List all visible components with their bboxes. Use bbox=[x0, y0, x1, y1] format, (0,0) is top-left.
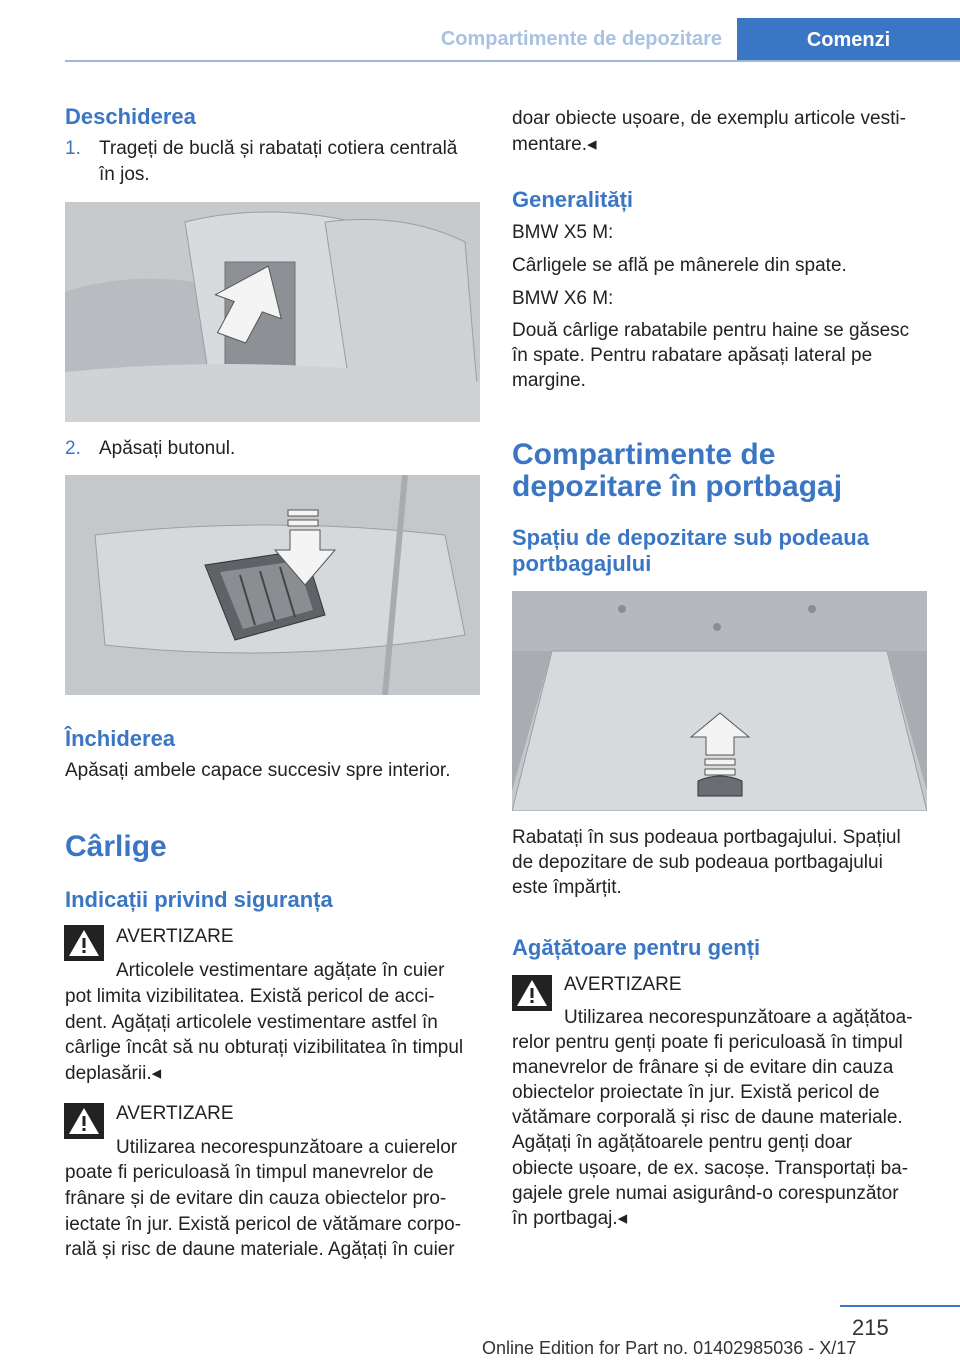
closing-heading: Închiderea bbox=[65, 726, 176, 751]
x6-line-3: margine. bbox=[512, 370, 586, 391]
trunk-heading-line-1: Compartimente de bbox=[512, 438, 776, 471]
step-2-line-1: Apăsați butonul. bbox=[99, 438, 236, 459]
step-1-line-1: Trageți de buclă și rabatați cotiera centrală bbox=[99, 138, 458, 159]
warning-2-line-5: rală și risc de daune materiale. Agățați în cuier bbox=[65, 1239, 455, 1260]
warning-2-line-4: iectate în jur. Există pericol de vătămare corpo- bbox=[65, 1214, 462, 1235]
opening-heading: Deschiderea bbox=[65, 104, 196, 129]
warning-1-line-2: pot limita vizibilitatea. Există pericol de acci- bbox=[65, 986, 435, 1007]
armrest-fold-illustration bbox=[65, 202, 480, 422]
bag-hooks-heading: Agățătoare pentru genți bbox=[512, 935, 761, 960]
armrest-button-illustration bbox=[65, 475, 480, 695]
warning-3-line-3: manevrelor de frânare și de evitare din cauza bbox=[512, 1057, 894, 1078]
continued-line-2: mentare.◂ bbox=[512, 134, 597, 155]
step-1-line-2: în jos. bbox=[99, 164, 150, 185]
warning-3-label: AVERTIZARE bbox=[564, 974, 682, 995]
trunk-heading-line-2: depozitare în portbagaj bbox=[512, 470, 843, 503]
running-header-section: Compartimente de depozitare bbox=[440, 28, 722, 50]
x5-label: BMW X5 M: bbox=[512, 222, 614, 243]
warning-3-line-7: obiecte ușoare, de ex. sacoșe. Transportați ba- bbox=[512, 1158, 909, 1179]
warning-1-line-4: cârlige încât să nu obturați vizibilitatea în timpul bbox=[65, 1037, 464, 1058]
warning-3-line-8: gajele grele numai asigurând-o corespunzător bbox=[512, 1183, 899, 1204]
floor-text-line-2: de depozitare de sub podeaua portbagajului bbox=[512, 852, 883, 873]
running-header-chapter: Comenzi bbox=[737, 18, 960, 62]
general-heading: Generalități bbox=[512, 187, 634, 212]
step-1-number: 1. bbox=[65, 138, 81, 159]
warning-icon bbox=[64, 925, 104, 961]
page-number: 215 bbox=[852, 1315, 889, 1340]
warning-1-line-3: dent. Agățați articolele vestimentare astfel în bbox=[65, 1012, 438, 1033]
warning-3-line-9: în portbagaj.◂ bbox=[512, 1208, 628, 1229]
under-floor-heading-line-2: portbagajului bbox=[512, 551, 652, 576]
x6-line-2: în spate. Pentru rabatare apăsați lateral pe bbox=[512, 345, 873, 366]
warning-3-line-1: Utilizarea necorespunzătoare a agățătoa- bbox=[564, 1007, 913, 1028]
warning-1-label: AVERTIZARE bbox=[116, 926, 234, 947]
safety-heading: Indicații privind siguranța bbox=[65, 887, 333, 912]
warning-1-line-1: Articolele vestimentare agățate în cuier bbox=[116, 960, 445, 981]
warning-3-line-5: vătămare corporală și risc de daune materiale. bbox=[512, 1107, 903, 1128]
step-2-number: 2. bbox=[65, 438, 81, 459]
warning-2-line-1: Utilizarea necorespunzătoare a cuierelor bbox=[116, 1137, 458, 1158]
warning-icon bbox=[512, 975, 552, 1011]
header-rule bbox=[65, 60, 960, 62]
warning-3-line-4: obiectelor proiectate în jur. Există pericol de bbox=[512, 1082, 880, 1103]
warning-2-label: AVERTIZARE bbox=[116, 1103, 234, 1124]
x5-text: Cârligele se află pe mânerele din spate. bbox=[512, 255, 847, 276]
x6-line-1: Două cârlige rabatabile pentru haine se găsesc bbox=[512, 320, 910, 341]
warning-2-line-3: frânare și de evitare din cauza obiectelor pro- bbox=[65, 1188, 447, 1209]
x6-label: BMW X6 M: bbox=[512, 288, 614, 309]
warning-icon bbox=[64, 1103, 104, 1139]
under-floor-heading-line-1: Spațiu de depozitare sub podeaua bbox=[512, 525, 869, 550]
warning-2-line-2: poate fi periculoasă în timpul manevrelor de bbox=[65, 1162, 434, 1183]
trunk-floor-illustration bbox=[512, 591, 927, 811]
closing-text: Apăsați ambele capace succesiv spre interior. bbox=[65, 760, 451, 781]
floor-text-line-1: Rabatați în sus podeaua portbagajului. Spațiul bbox=[512, 827, 901, 848]
continued-line-1: doar obiecte ușoare, de exemplu articole vesti- bbox=[512, 108, 906, 129]
footer-edition: Online Edition for Part no. 01402985036 - X/17 bbox=[482, 1338, 857, 1358]
warning-3-line-2: relor pentru genți poate fi periculoasă în timpul bbox=[512, 1032, 903, 1053]
warning-3-line-6: Agățați în agățătoarele pentru genți doar bbox=[512, 1132, 853, 1153]
floor-text-line-3: este împărțit. bbox=[512, 877, 622, 898]
warning-1-line-5: deplasării.◂ bbox=[65, 1063, 162, 1084]
hooks-heading: Cârlige bbox=[65, 830, 167, 863]
footer-rule bbox=[840, 1305, 960, 1307]
